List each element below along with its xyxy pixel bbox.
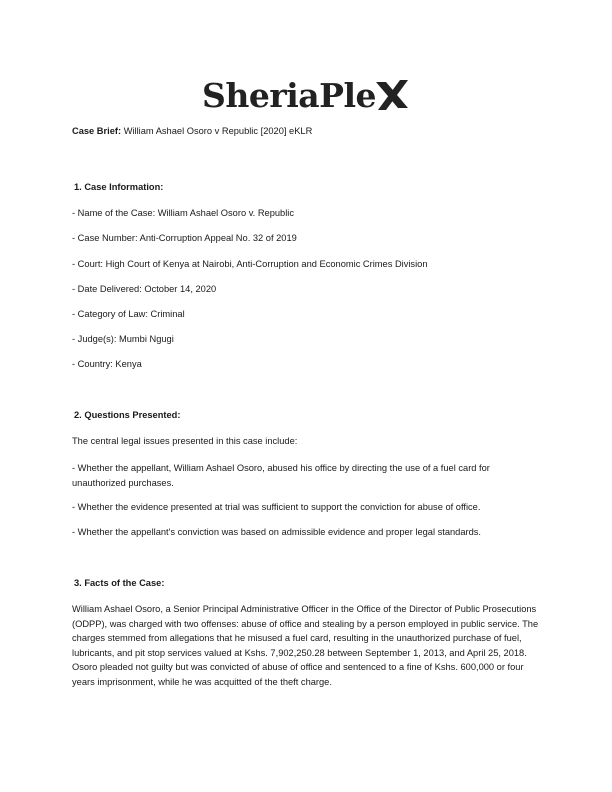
court-item: - Court: High Court of Kenya at Nairobi, Anti-Corruption and Economic Crimes Division <box>72 259 428 269</box>
case-brief-line <box>72 126 312 136</box>
judges-item: - Judge(s): Mumbi Ngugi <box>72 334 174 344</box>
date-delivered-item: - Date Delivered: October 14, 2020 <box>72 284 217 294</box>
case-name-item: - Name of the Case: William Ashael Osoro v. Republic <box>72 208 295 218</box>
question-item: - Whether the appellant, William Ashael Osoro, abused his office by directing the use of a fuel card for unauthorized purchases. <box>72 463 490 488</box>
facts-body: William Ashael Osoro, a Senior Principal Administrative Officer in the Office of the Director of Public Prosecutions (ODPP), was charged with two offenses: abuse of office and stealing by a person employed in public service. The charges stemmed from allegations that he misused a fuel card, resulting in the unauthorized purchase of fuel, lubricants, and pit stop services valued at Kshs. 7,902,250.28 between September 1, 2013, and April 25, 2018. Osoro pleaded not guilty but was convicted of abuse of office and sentenced to a fine of Kshs. 600,000 or four years imprisonment, while he was acquitted of the theft charge. <box>72 604 539 687</box>
case-brief-title: William Ashael Osoro v Republic [2020] eKLR <box>123 126 313 136</box>
sheriaplex-logo <box>0 75 612 115</box>
category-item: - Category of Law: Criminal <box>72 309 185 319</box>
case-information-heading: 1. Case Information: <box>74 182 164 192</box>
question-item: - Whether the appellant's conviction was based on admissible evidence and proper legal standards. <box>72 527 482 537</box>
questions-intro: The central legal issues presented in this case include: <box>72 436 298 446</box>
facts-heading: 3. Facts of the Case: <box>74 578 165 588</box>
question-item: - Whether the evidence presented at trial was sufficient to support the conviction for abuse of office. <box>72 502 481 512</box>
x-mark-icon <box>374 78 410 112</box>
logo-text: SheriaPle <box>202 75 376 115</box>
questions-presented-heading: 2. Questions Presented: <box>74 410 181 420</box>
country-item: - Country: Kenya <box>72 359 142 369</box>
case-brief-label: Case Brief: <box>72 126 122 136</box>
case-number-item: - Case Number: Anti-Corruption Appeal No. 32 of 2019 <box>72 233 297 243</box>
